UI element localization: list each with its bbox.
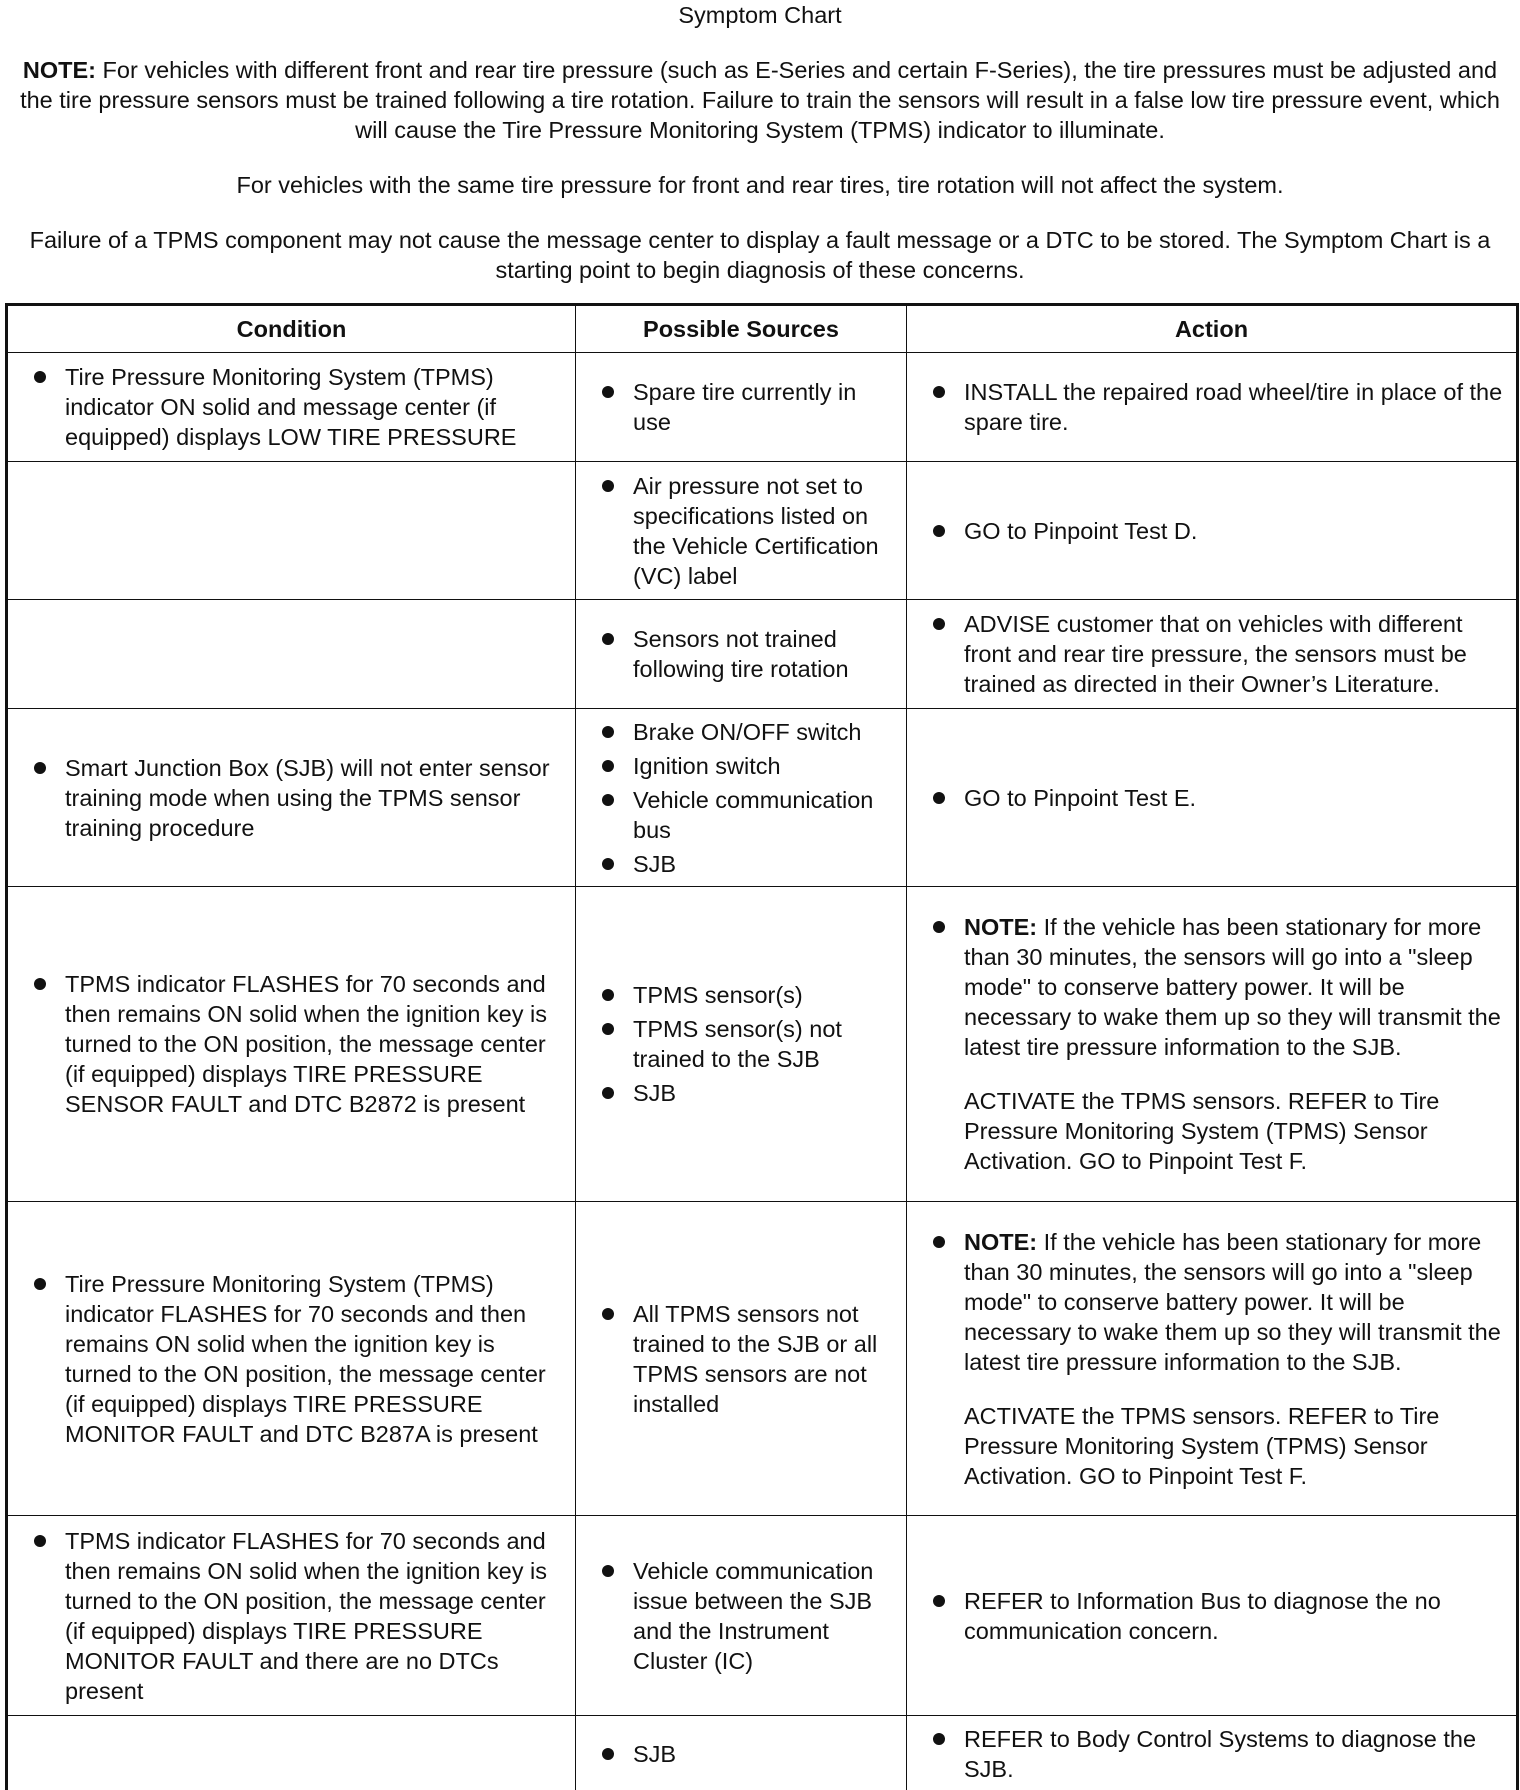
sources-cell	[576, 462, 907, 600]
condition-cell	[7, 462, 576, 600]
condition-cell	[7, 709, 576, 887]
list-item: Vehicle communication bus	[576, 785, 896, 845]
intro-paragraph-3: Failure of a TPMS component may not cause the message center to display a fault message or a DTC to be stored. The Symptom Chart is a starting point to begin diagnosis of these concerns.	[29, 227, 1491, 283]
list-item	[907, 1227, 1506, 1377]
action-cell	[907, 462, 1518, 600]
table-row	[7, 353, 1518, 462]
list-item: All TPMS sensors not trained to the SJB or all TPMS sensors are not installed	[576, 1299, 896, 1419]
list-item: Vehicle communication issue between the SJB and the Instrument Cluster (IC)	[576, 1556, 896, 1676]
table-row	[7, 887, 1518, 1202]
list-item: Air pressure not set to specifications listed on the Vehicle Certification (VC) label	[576, 471, 896, 591]
sources-cell	[576, 353, 907, 462]
table-row	[7, 1716, 1518, 1790]
table-header-row	[7, 305, 1518, 353]
list-item: ADVISE customer that on vehicles with different front and rear tire pressure, the sensors must be trained as directed in their Owner’s Literature.	[907, 609, 1506, 699]
action-cell	[907, 1516, 1518, 1716]
action-cell	[907, 353, 1518, 462]
list-item: Sensors not trained following tire rotation	[576, 624, 896, 684]
list-item: Tire Pressure Monitoring System (TPMS) indicator ON solid and message center (if equipped) displays LOW TIRE PRESSURE	[8, 362, 565, 452]
condition-cell	[7, 1716, 576, 1790]
action-cell	[907, 1202, 1518, 1516]
intro-paragraph-2: For vehicles with the same tire pressure for front and rear tires, tire rotation will not affect the system.	[236, 172, 1284, 198]
table-row	[7, 1516, 1518, 1716]
list-item: Brake ON/OFF switch	[576, 717, 896, 747]
action-cell	[907, 1716, 1518, 1790]
list-item: TPMS indicator FLASHES for 70 seconds and then remains ON solid when the ignition key is turned to the ON position, the message center (if equipped) displays TIRE PRESSURE MONITOR FAULT and there are no DTCs present	[8, 1526, 565, 1706]
condition-cell	[7, 1202, 576, 1516]
list-item: INSTALL the repaired road wheel/tire in place of the spare tire.	[907, 377, 1506, 437]
table-row	[7, 1202, 1518, 1516]
action-note-text: If the vehicle has been stationary for more than 30 minutes, the sensors will go into a "sleep mode" to conserve battery power. It will be necessary to wake them up so they will transmit the latest tire pressure information to the SJB.	[964, 914, 1501, 1060]
table-row	[7, 709, 1518, 887]
list-item: TPMS sensor(s)	[576, 980, 896, 1010]
condition-cell	[7, 600, 576, 709]
sources-cell	[576, 1716, 907, 1790]
list-item: Tire Pressure Monitoring System (TPMS) indicator FLASHES for 70 seconds and then remains ON solid when the ignition key is turned to the ON position, the message center (if equipped) displays TIRE PRESSURE MONITOR FAULT and DTC B287A is present	[8, 1269, 565, 1449]
note-label: NOTE:	[964, 914, 1038, 940]
action-subtext: ACTIVATE the TPMS sensors. REFER to Tire Pressure Monitoring System (TPMS) Sensor Activation. GO to Pinpoint Test F.	[964, 1088, 1440, 1174]
action-cell	[907, 600, 1518, 709]
sources-cell	[576, 1516, 907, 1716]
note-label: NOTE:	[964, 1228, 1038, 1255]
table-row	[7, 462, 1518, 600]
page-title: Symptom Chart	[678, 2, 842, 28]
list-item: SJB	[576, 849, 896, 879]
header-condition: Condition	[7, 305, 576, 353]
action-subtext: ACTIVATE the TPMS sensors. REFER to Tire Pressure Monitoring System (TPMS) Sensor Activation. GO to Pinpoint Test F.	[964, 1402, 1440, 1489]
condition-cell	[7, 353, 576, 462]
list-item: TPMS sensor(s) not trained to the SJB	[576, 1014, 896, 1074]
list-item: GO to Pinpoint Test E.	[907, 783, 1506, 813]
list-item: REFER to Information Bus to diagnose the no communication concern.	[907, 1586, 1506, 1646]
header-action: Action	[907, 305, 1518, 353]
list-item: SJB	[576, 1739, 896, 1769]
list-item: TPMS indicator FLASHES for 70 seconds and then remains ON solid when the ignition key is turned to the ON position, the message center (if equipped) displays TIRE PRESSURE SENSOR FAULT and DTC B2872 is present	[8, 969, 565, 1119]
intro-note	[8, 55, 1512, 145]
sources-cell	[576, 709, 907, 887]
symptom-table	[5, 303, 1519, 1790]
sources-cell	[576, 1202, 907, 1516]
action-cell	[907, 709, 1518, 887]
header-possible-sources: Possible Sources	[576, 305, 907, 353]
action-note-text: If the vehicle has been stationary for more than 30 minutes, the sensors will go into a "sleep mode" to conserve battery power. It will be necessary to wake them up so they will transmit the latest tire pressure information to the SJB.	[964, 1228, 1501, 1375]
list-item: SJB	[576, 1078, 896, 1108]
condition-cell	[7, 887, 576, 1202]
note-text: For vehicles with different front and rear tire pressure (such as E-Series and certain F-Series), the tire pressures must be adjusted and the tire pressure sensors must be trained following a tire rotation. Failure to train the sensors will result in a false low tire pressure event, which will cause the Tire Pressure Monitoring System (TPMS) indicator to illuminate.	[20, 57, 1500, 143]
list-item: REFER to Body Control Systems to diagnose the SJB.	[907, 1724, 1506, 1784]
list-item: Ignition switch	[576, 751, 896, 781]
sources-cell	[576, 887, 907, 1202]
table-row	[7, 600, 1518, 709]
sources-cell	[576, 600, 907, 709]
list-item: GO to Pinpoint Test D.	[907, 516, 1506, 546]
list-item: Smart Junction Box (SJB) will not enter sensor training mode when using the TPMS sensor training procedure	[8, 753, 565, 843]
list-item: Spare tire currently in use	[576, 377, 896, 437]
action-cell	[907, 887, 1518, 1202]
condition-cell	[7, 1516, 576, 1716]
note-label: NOTE:	[22, 57, 97, 83]
list-item	[907, 912, 1506, 1062]
